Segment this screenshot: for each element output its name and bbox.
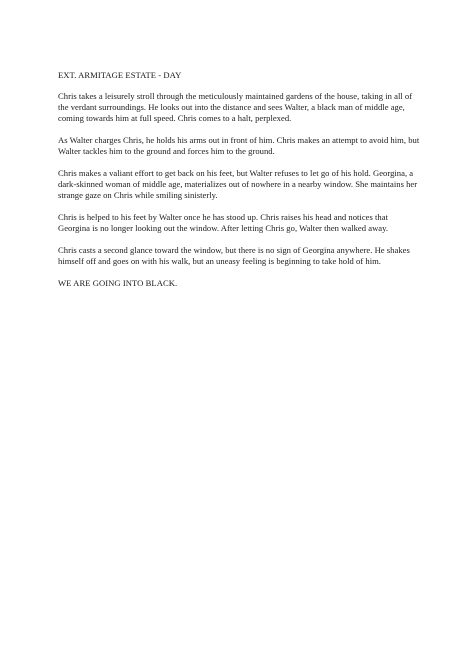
paragraph-2: As Walter charges Chris, he holds his arms out in front of him. Chris makes an attempt to avoid him, but Walter tackles him to the ground and forces him to the ground. bbox=[58, 135, 420, 156]
paragraph-4: Chris is helped to his feet by Walter once he has stood up. Chris raises his head and notices that Georgina is no longer looking out the window. After letting Chris go, Walter then walked away. bbox=[58, 212, 389, 233]
scene-heading: EXT. ARMITAGE ESTATE - DAY bbox=[58, 70, 182, 80]
paragraph-1: Chris takes a leisurely stroll through the meticulously maintained gardens of the house, taking in all of the verdant surroundings. He looks out into the distance and sees Walter, a black man of middle age, coming towards him at full speed. Chris comes to a halt, perplexed. bbox=[58, 91, 413, 123]
paragraph-5: Chris casts a second glance toward the window, but there is no sign of Georgina anywhere. He shakes himself off and goes on with his walk, but an uneasy feeling is beginning to take hold of him. bbox=[58, 245, 410, 266]
closing-line: WE ARE GOING INTO BLACK. bbox=[58, 278, 178, 288]
paragraph-3: Chris makes a valiant effort to get back on his feet, but Walter refuses to let go of his hold. Georgina, a dark-skinned woman of middle age, materializes out of nowhere in a nearby window. She maintains her strange gaze on Chris while smiling sinisterly. bbox=[58, 168, 418, 200]
